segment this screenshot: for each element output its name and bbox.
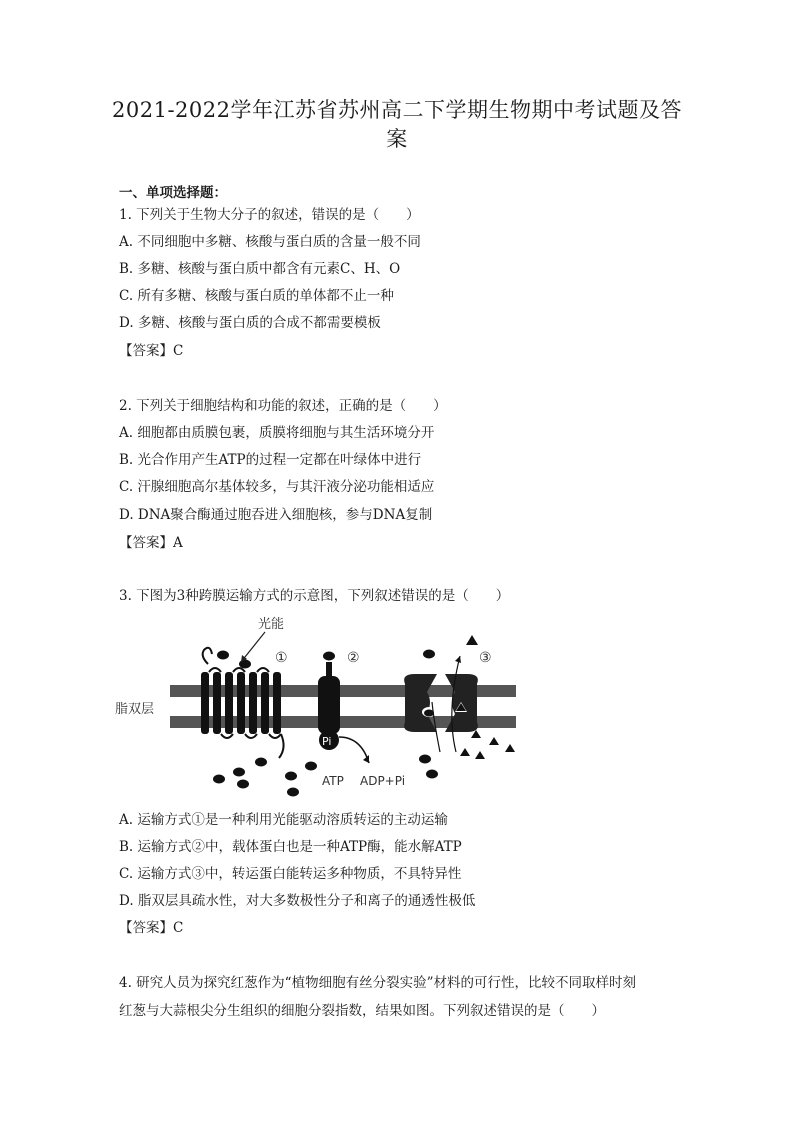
q2-option-d: D. DNA聚合酶通过胞吞进入细胞核，参与DNA复制 — [119, 507, 433, 523]
q1-stem: 1. 下列关于生物大分子的叙述，错误的是（ ） — [119, 207, 420, 223]
light-label: 光能 — [258, 617, 285, 632]
q2-option-c: C. 汗腺细胞高尔基体较多，与其汗液分泌功能相适应 — [119, 479, 435, 495]
q3-option-a: A. 运输方式①是一种利用光能驱动溶质转运的主动运输 — [119, 812, 448, 828]
q1-option-d: D. 多糖、核酸与蛋白质的合成不都需要模板 — [119, 315, 381, 331]
membrane-transport-diagram — [115, 612, 535, 802]
q3-stem: 3. 下图为3种跨膜运输方式的示意图，下列叙述错误的是（ ） — [119, 588, 510, 604]
q1-answer: 【答案】C — [119, 343, 184, 359]
q3-option-d: D. 脂双层具疏水性，对大多数极性分子和离子的通透性极低 — [119, 893, 476, 909]
q2-stem: 2. 下列关于细胞结构和功能的叙述，正确的是（ ） — [119, 398, 447, 414]
q3-option-b: B. 运输方式②中，载体蛋白也是一种ATP酶，能水解ATP — [119, 839, 462, 855]
pi-label: Pi — [322, 735, 332, 748]
membrane-label: 脂双层 — [115, 702, 155, 717]
section-heading: 一、单项选择题： — [119, 185, 227, 201]
mark-3: ③ — [479, 650, 492, 666]
q3-answer: 【答案】C — [119, 920, 184, 936]
q2-option-b: B. 光合作用产生ATP的过程一定都在叶绿体中进行 — [119, 452, 422, 468]
mark-1: ① — [275, 650, 288, 666]
mark-2: ② — [347, 650, 360, 666]
q4-stem-line-1: 4. 研究人员为探究红葱作为“植物细胞有丝分裂实验”材料的可行性，比较不同取样时刻 — [119, 975, 636, 991]
q3-option-c: C. 运输方式③中，转运蛋白能转运多种物质，不具特异性 — [119, 866, 462, 882]
document-title: 2021-2022学年江苏省苏州高二下学期生物期中考试题及答案 — [112, 98, 682, 151]
adp-label: ADP+Pi — [360, 774, 406, 788]
atp-label: ATP — [322, 774, 344, 788]
q1-option-b: B. 多糖、核酸与蛋白质中都含有元素C、H、O — [119, 261, 401, 277]
q4-stem-line-2: 红葱与大蒜根尖分生组织的细胞分裂指数，结果如图。下列叙述错误的是（ ） — [119, 1003, 605, 1019]
light-driven-pump — [201, 616, 288, 758]
q2-answer: 【答案】A — [119, 535, 183, 551]
q1-option-a: A. 不同细胞中多糖、核酸与蛋白质的含量一般不同 — [119, 234, 421, 250]
q2-option-a: A. 细胞都由质膜包裹，质膜将细胞与其生活环境分开 — [119, 425, 435, 441]
q1-option-c: C. 所有多糖、核酸与蛋白质的单体都不止一种 — [119, 288, 394, 304]
